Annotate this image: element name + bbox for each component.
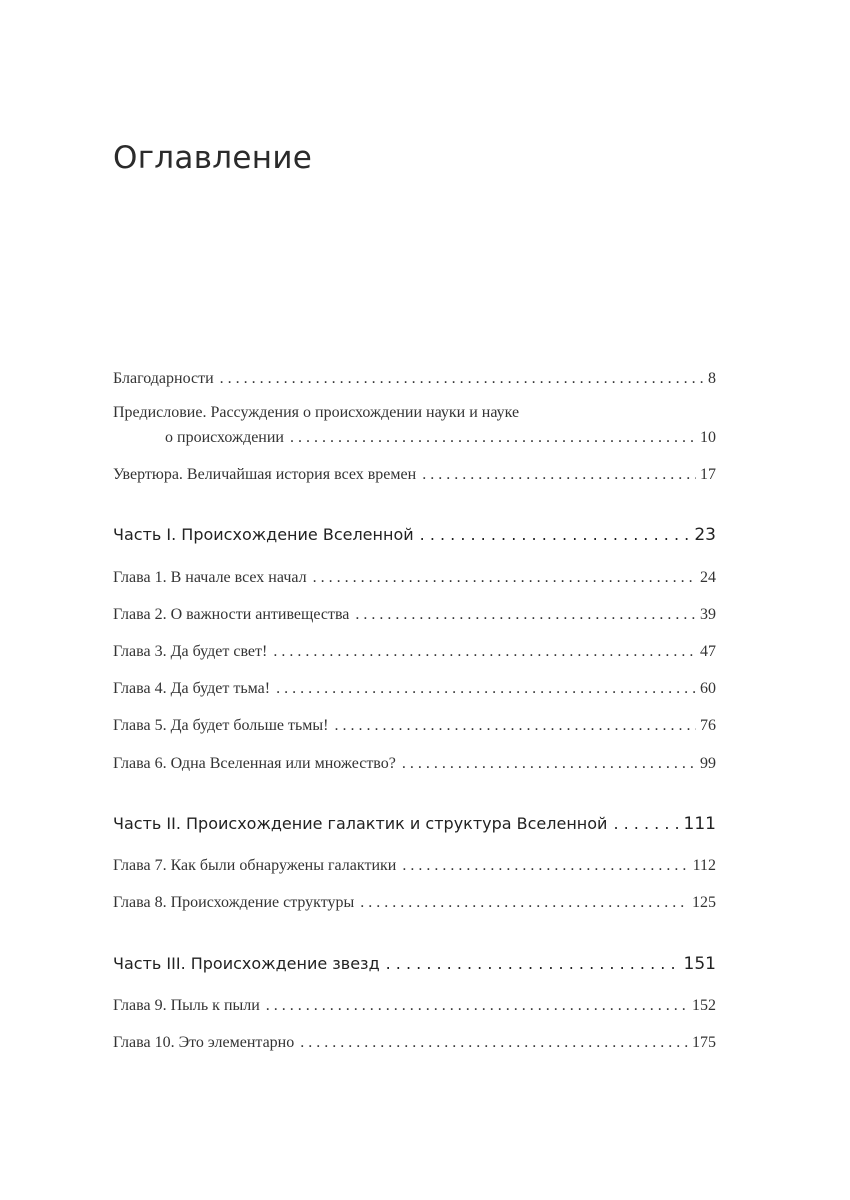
toc-entry-page: 8 — [708, 370, 716, 387]
dot-leader — [613, 814, 679, 833]
toc-part-page: 151 — [683, 954, 716, 974]
dot-leader — [420, 525, 691, 544]
dot-leader — [402, 755, 696, 773]
toc-entry-page: 47 — [700, 643, 716, 660]
toc-part-page: 111 — [683, 814, 716, 834]
dot-leader — [276, 680, 696, 698]
toc-entry-label: Глава 6. Одна Вселенная или множество? — [113, 755, 396, 772]
toc-entry-label: Глава 7. Как были обнаружены галактики — [113, 857, 397, 874]
toc-entry-page: 99 — [700, 755, 716, 772]
toc-chapter-2[interactable] — [113, 606, 716, 624]
toc-entry-preface[interactable] — [165, 429, 716, 447]
toc-entry-page: 125 — [692, 894, 716, 911]
toc-chapter-4[interactable] — [113, 680, 716, 698]
toc-entry-label: о происхождении — [165, 429, 284, 446]
toc-entry-page: 39 — [700, 606, 716, 623]
toc-chapter-9[interactable] — [113, 997, 716, 1015]
page-title: Оглавление — [113, 140, 313, 176]
dot-leader — [355, 606, 696, 624]
toc-entry-label: Глава 9. Пыль к пыли — [113, 997, 260, 1014]
toc-entry-overture[interactable] — [113, 466, 716, 484]
dot-leader — [300, 1034, 688, 1052]
toc-part-label: Часть I. Происхождение Вселенной — [113, 525, 414, 544]
toc-part-2[interactable] — [113, 814, 716, 834]
toc-entry-acknowledgments[interactable] — [113, 370, 716, 388]
dot-leader — [220, 370, 704, 388]
dot-leader — [273, 643, 696, 661]
toc-chapter-7[interactable] — [113, 857, 716, 875]
toc-entry-page: 10 — [700, 429, 716, 446]
toc-entry-page: 60 — [700, 680, 716, 697]
toc-entry-preface-line1: Предисловие. Рассуждения о происхождении науки и науке — [113, 404, 520, 421]
toc-chapter-3[interactable] — [113, 643, 716, 661]
toc-chapter-6[interactable] — [113, 755, 716, 773]
dot-leader — [334, 717, 696, 735]
toc-entry-label: Глава 10. Это элементарно — [113, 1034, 295, 1051]
toc-entry-page: 24 — [700, 569, 716, 586]
toc-entry-label: Глава 4. Да будет тьма! — [113, 680, 271, 697]
toc-entry-page: 112 — [692, 857, 716, 874]
toc-entry-label: Увертюра. Величайшая история всех времен — [113, 466, 417, 483]
toc-part-3[interactable] — [113, 954, 716, 974]
toc-entry-page: 76 — [700, 717, 716, 734]
toc-chapter-5[interactable] — [113, 717, 716, 735]
dot-leader — [402, 857, 688, 875]
dot-leader — [360, 894, 688, 912]
toc-entry-label: Глава 2. О важности антивещества — [113, 606, 350, 623]
toc-entry-page: 17 — [700, 466, 716, 483]
dot-leader — [386, 954, 680, 973]
toc-chapter-10[interactable] — [113, 1034, 716, 1052]
toc-chapter-8[interactable] — [113, 894, 716, 912]
toc-entry-label: Глава 3. Да будет свет! — [113, 643, 268, 660]
dot-leader — [313, 569, 696, 587]
dot-leader — [266, 997, 688, 1015]
toc-part-label: Часть III. Происхождение звезд — [113, 954, 380, 973]
dot-leader — [422, 466, 696, 484]
toc-entry-page: 175 — [692, 1034, 716, 1051]
toc-entry-label: Глава 5. Да будет больше тьмы! — [113, 717, 329, 734]
toc-part-label: Часть II. Происхождение галактик и структура Вселенной — [113, 814, 608, 833]
toc-entry-label: Благодарности — [113, 370, 214, 387]
dot-leader — [290, 429, 696, 447]
toc-part-page: 23 — [694, 525, 716, 545]
toc-entry-label: Глава 8. Происхождение структуры — [113, 894, 355, 911]
toc-entry-page: 152 — [692, 997, 716, 1014]
toc-part-1[interactable] — [113, 525, 716, 545]
toc-entry-label: Глава 1. В начале всех начал — [113, 569, 307, 586]
toc-chapter-1[interactable] — [113, 569, 716, 587]
